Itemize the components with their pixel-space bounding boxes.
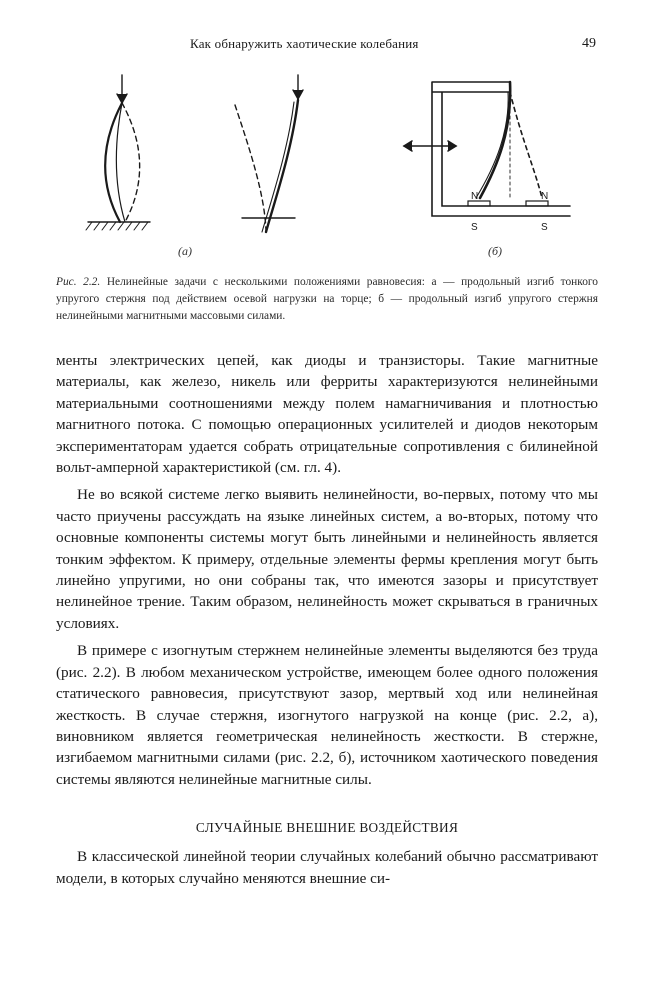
buckled-rod-a (86, 75, 150, 230)
figure-2-2 (70, 70, 590, 270)
figure-drawing (70, 70, 590, 270)
panel-label-a: (а) (178, 244, 192, 258)
caption-label: Рис. 2.2. (56, 276, 101, 288)
magnet-right-south: S (541, 222, 548, 233)
paragraph-4: В классической линейной теории случайных колебаний обычно рассматривают модели, в которых случайно меняются внешние си- (56, 848, 598, 887)
load-arrow-head (117, 94, 127, 103)
ground-hatching (86, 222, 148, 230)
magnet-right-north: N (541, 191, 549, 202)
running-head (0, 36, 650, 56)
paragraph-3: В примере с изогнутым стержнем нелинейные элементы выделяются без труда (рис. 2.2). В любом механическом устройстве, имеющем более одного положения статического равновесия, присутствуют зазор, мертвый ход или нелинейная жесткость. В случае стержня, изогнутого нагрузкой на конце (рис. 2.2, а), виновником является геометрическая нелинейность жесткости. В стержне, изгибаемом магнитными силами (рис. 2.2, б), источником хаотического поведения системы являются нелинейные магнитные силы. (56, 642, 598, 788)
section-heading: СЛУЧАЙНЫЕ ВНЕШНИЕ ВОЗДЕЙСТВИЯ (195, 820, 459, 836)
rod-curved (266, 100, 298, 232)
rod-curved-inner (262, 102, 294, 232)
figure-caption (56, 274, 598, 325)
excitation-arrow-right (448, 141, 456, 151)
buckled-rod-a2 (235, 75, 303, 232)
magnet-left-north: N (471, 191, 479, 202)
magnet-left-south: S (471, 222, 478, 233)
body-text (56, 350, 598, 889)
elastic-rod (480, 82, 510, 198)
paragraph-continued: менты электрических цепей, как диоды и транзисторы. Такие магнитные материалы, как железо, никель или ферриты характеризуются нелинейными материальными соотношениями между полем намагничивания и плотностью магнитного потока. С помощью операционных усилителей и диодов некоторым экспериментаторам удается собрать отрицательные сопротивления с билинейной вольт-амперной характеристикой (см. гл. 4). (56, 352, 598, 477)
rod-inner (116, 103, 125, 222)
running-title: Как обнаружить хаотические колебания (190, 36, 419, 51)
magnet-labels (471, 191, 548, 233)
page-number: 49 (582, 36, 596, 51)
excitation-arrow-left (404, 141, 412, 151)
paragraph-2: Не во всякой системе легко выявить нелинейности, во-первых, потому что мы часто приучены рассуждать на языке линейных систем, а во-вторых, потому что основные компоненты системы могут быть линейными и нелинейность является тонким эффектом. К примеру, отдельные элементы фермы крепления могут быть линейно упругими, но они собраны так, что имеются зазоры и присутствует нелинейное трение. Таким образом, нелинейность может скрываться в граничных условиях. (56, 486, 598, 632)
rod-alt-dashed (235, 105, 266, 232)
caption-text: Нелинейные задачи с несколькими положениями равновесия: а — продольный изгиб тонкого упругого стержня под действием осевой нагрузки на торце; б — продольный изгиб упругого стержня нелинейными магнитными массовыми силами. (56, 276, 598, 322)
panel-label-b: (б) (488, 244, 503, 258)
rod-alt-position (510, 92, 542, 198)
load-arrow-head-2 (293, 90, 303, 99)
rod-bent-right-dashed (122, 103, 140, 222)
